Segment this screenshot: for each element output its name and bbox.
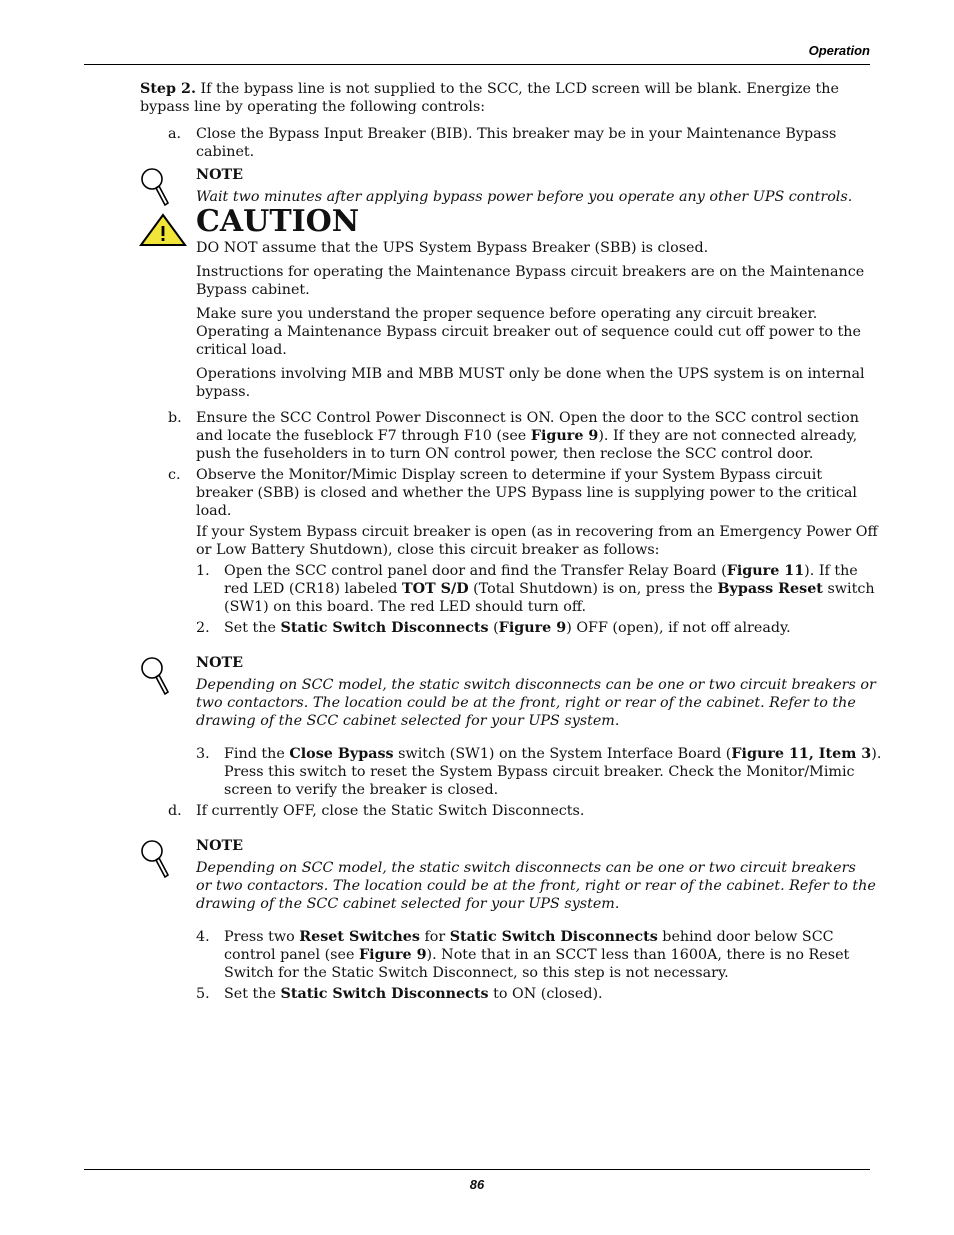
sub2-line1: Set the Static Switch Disconnects (Figure 9) OFF (open), if not off already. xyxy=(224,620,791,636)
sub4-line2: control panel (see Figure 9). Note that in an SCCT less than 1600A, there is no Reset xyxy=(224,947,850,963)
warning-triangle-icon xyxy=(139,213,187,247)
note3-line2: or two contactors. The location could be at the front, right or rear of the cabinet. Refer to the xyxy=(196,878,876,894)
sub3-line3: screen to verify the breaker is closed. xyxy=(224,782,499,798)
sub3-marker: 3. xyxy=(196,746,210,762)
caution-p3-line2: Operating a Maintenance Bypass circuit breaker out of sequence could cut off power to the xyxy=(196,324,861,340)
item-b-marker: b. xyxy=(168,410,182,426)
caution-title: CAUTION xyxy=(196,204,360,239)
page-number: 86 xyxy=(469,1177,485,1192)
sub4-line3: Switch for the Static Switch Disconnect, so this step is not necessary. xyxy=(224,965,729,981)
note2-line2: two contactors. The location could be at the front, right or rear of the cabinet. Refer to the xyxy=(196,695,856,711)
item-b-line1: Ensure the SCC Control Power Disconnect is ON. Open the door to the SCC control section xyxy=(196,410,859,426)
caution-p3-line1: Make sure you understand the proper sequence before operating any circuit breaker. xyxy=(196,306,818,322)
sub5-line1: Set the Static Switch Disconnects to ON (closed). xyxy=(224,986,603,1002)
magnifier-note-icon xyxy=(138,166,172,208)
sub4-marker: 4. xyxy=(196,929,210,945)
step2-line2: bypass line by operating the following controls: xyxy=(140,99,486,115)
note2-line3: drawing of the SCC cabinet selected for your UPS system. xyxy=(196,713,620,729)
note3-line3: drawing of the SCC cabinet selected for your UPS system. xyxy=(196,896,620,912)
note1-title: NOTE xyxy=(196,167,244,183)
sub5-marker: 5. xyxy=(196,986,210,1002)
note2-line1: Depending on SCC model, the static switch disconnects can be one or two circuit breakers or xyxy=(196,677,876,693)
item-a-marker: a. xyxy=(168,126,182,142)
sub4-line1: Press two Reset Switches for Static Switch Disconnects behind door below SCC xyxy=(224,929,834,945)
sub2-marker: 2. xyxy=(196,620,210,636)
caution-p4-line2: bypass. xyxy=(196,384,251,400)
caution-p2-line1: Instructions for operating the Maintenance Bypass circuit breakers are on the Maintenance xyxy=(196,264,865,280)
note2-title: NOTE xyxy=(196,655,244,671)
item-c-line1: Observe the Monitor/Mimic Display screen to determine if your System Bypass circuit xyxy=(196,467,823,483)
item-d-text: If currently OFF, close the Static Switch Disconnects. xyxy=(196,803,585,819)
section-title: Operation xyxy=(808,43,870,58)
item-a-line1: Close the Bypass Input Breaker (BIB). This breaker may be in your Maintenance Bypass xyxy=(196,126,837,142)
item-b-line2: and locate the fuseblock F7 through F10 (see Figure 9). If they are not connected already, xyxy=(196,428,858,444)
caution-p4-line1: Operations involving MIB and MBB MUST only be done when the UPS system is on internal xyxy=(196,366,865,382)
caution-p3-line3: critical load. xyxy=(196,342,287,358)
item-c-line2: breaker (SBB) is closed and whether the UPS Bypass line is supplying power to the critical xyxy=(196,485,858,501)
item-c-p2-line2: or Low Battery Shutdown), close this circuit breaker as follows: xyxy=(196,542,660,558)
note3-title: NOTE xyxy=(196,838,244,854)
figure-ref: Figure 11 xyxy=(726,563,805,579)
sub1-line1: Open the SCC control panel door and find the Transfer Relay Board (Figure 11). If the xyxy=(224,563,858,579)
footer-rule xyxy=(84,1169,870,1170)
note1-text: Wait two minutes after applying bypass power before you operate any other UPS controls. xyxy=(196,189,853,205)
sub1-marker: 1. xyxy=(196,563,210,579)
sub3-line1: Find the Close Bypass switch (SW1) on the System Interface Board (Figure 11, Item 3). xyxy=(224,746,882,762)
magnifier-note-icon xyxy=(138,838,172,880)
figure-ref: Figure 11, Item 3 xyxy=(731,746,872,762)
item-a-line2: cabinet. xyxy=(196,144,255,160)
caution-p2-line2: Bypass cabinet. xyxy=(196,282,310,298)
sub3-line2: Press this switch to reset the System Bypass circuit breaker. Check the Monitor/Mimic xyxy=(224,764,855,780)
figure-ref: Figure 9 xyxy=(358,947,427,963)
item-d-marker: d. xyxy=(168,803,182,819)
figure-ref: Figure 9 xyxy=(498,620,567,636)
item-c-marker: c. xyxy=(168,467,181,483)
sub1-line2: red LED (CR18) labeled TOT S/D (Total Shutdown) is on, press the Bypass Reset switch xyxy=(224,581,875,597)
magnifier-note-icon xyxy=(138,655,172,697)
item-c-line3: load. xyxy=(196,503,232,519)
note3-line1: Depending on SCC model, the static switch disconnects can be one or two circuit breakers xyxy=(196,860,856,876)
step2-line1: Step 2. If the bypass line is not supplied to the SCC, the LCD screen will be blank. Energize the xyxy=(140,81,839,97)
caution-p1: DO NOT assume that the UPS System Bypass Breaker (SBB) is closed. xyxy=(196,240,709,256)
item-b-line3: push the fuseholders in to turn ON control power, then reclose the SCC control door. xyxy=(196,446,814,462)
sub1-line3: (SW1) on this board. The red LED should turn off. xyxy=(224,599,587,615)
figure-ref: Figure 9 xyxy=(530,428,599,444)
item-c-p2-line1: If your System Bypass circuit breaker is open (as in recovering from an Emergency Power Off xyxy=(196,524,878,540)
header-rule xyxy=(84,64,870,65)
